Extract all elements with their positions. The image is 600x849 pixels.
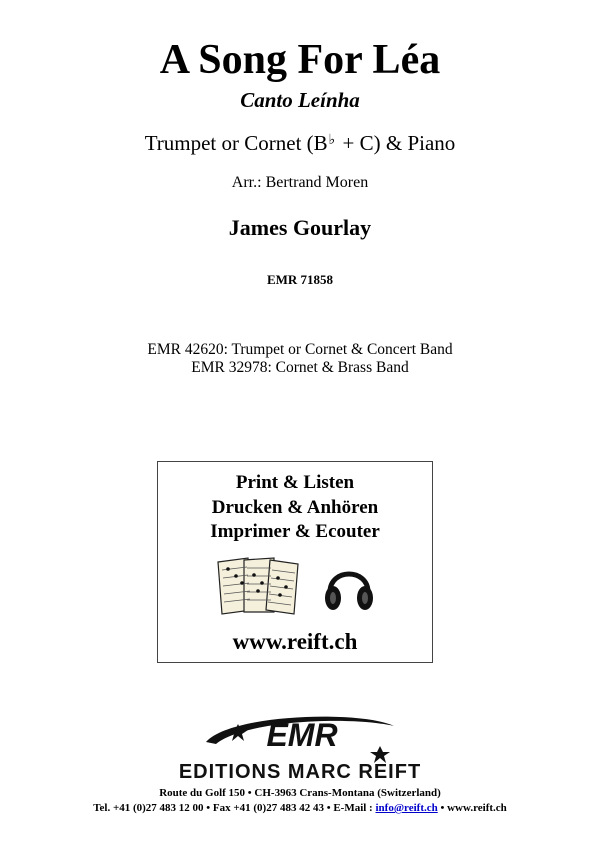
publisher-contact [0, 801, 600, 815]
related-edition-item: EMR 42620: Trumpet or Cornet & Concert Band [147, 341, 453, 358]
emr-logo [150, 706, 450, 786]
publisher-name: EDITIONS MARC REIFT [178, 761, 422, 783]
subtitle: Canto Leínha [240, 88, 360, 112]
promo-line-german: Drucken & Anhören [211, 497, 379, 518]
related-editions [0, 341, 600, 377]
print-listen-box [157, 461, 433, 663]
promo-line-english: Print & Listen [235, 472, 355, 493]
website-url[interactable]: www.reift.ch [232, 629, 358, 654]
logo-monogram: EMR [266, 717, 338, 753]
headphones-icon [322, 558, 376, 614]
instrumentation-text-a: Trumpet or Cornet (B [144, 131, 328, 155]
sheet-music-icon [214, 554, 304, 616]
email-link[interactable]: info@reift.ch [375, 802, 438, 814]
promo-line-french: Imprimer & Ecouter [210, 521, 380, 542]
instrumentation [0, 128, 600, 156]
arranger-credit: Arr.: Bertrand Moren [231, 174, 369, 191]
contact-phone-fax: Tel. +41 (0)27 483 12 00 • Fax +41 (0)27 483 42 43 • E-Mail : [93, 802, 376, 814]
contact-website[interactable]: • www.reift.ch [437, 802, 507, 814]
composer-name: James Gourlay [228, 215, 372, 240]
page-title: A Song For Léa [159, 37, 441, 83]
instrumentation-text-b: + C) & Piano [337, 131, 456, 155]
publisher-address: Route du Golf 150 • CH-3963 Crans-Montana (Switzerland) [159, 787, 441, 799]
flat-sign: ♭ [328, 133, 336, 148]
related-edition-item: EMR 32978: Cornet & Brass Band [191, 359, 409, 376]
catalog-code: EMR 71858 [266, 272, 334, 287]
